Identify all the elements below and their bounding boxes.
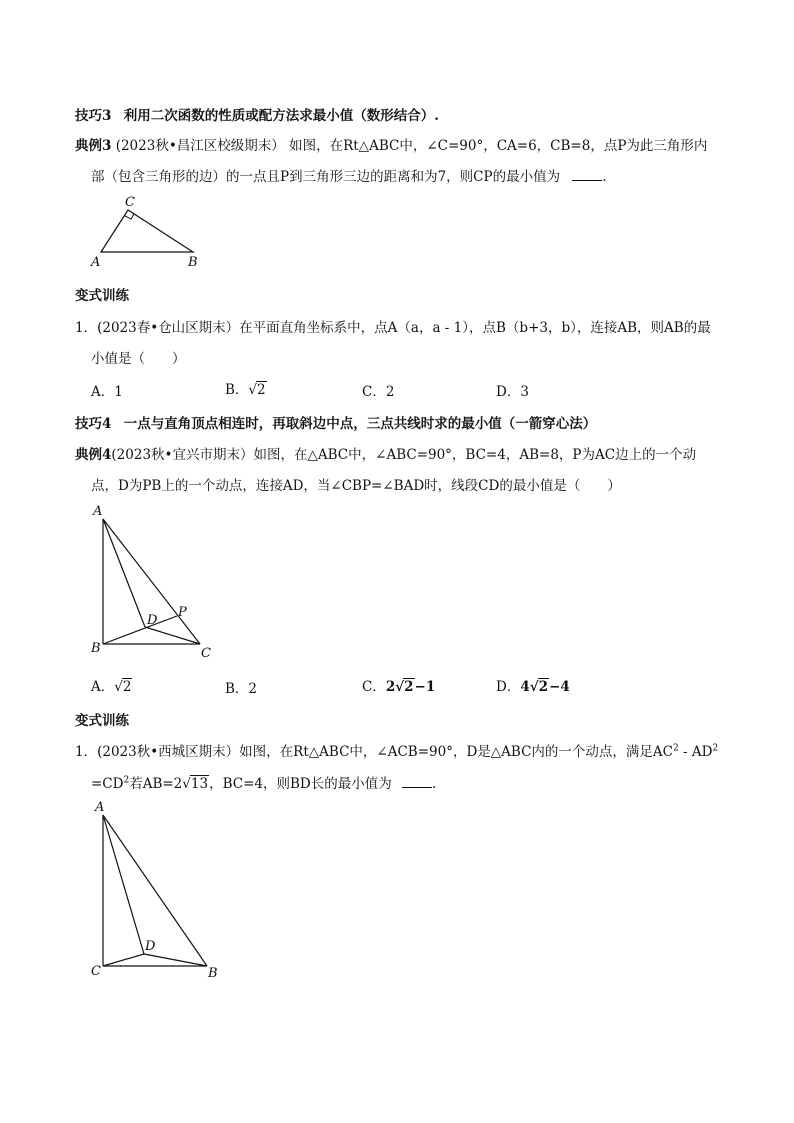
sqrt-symbol: √13	[182, 776, 209, 792]
example4-option-a[interactable]: A．√2	[91, 679, 132, 695]
practice2-title: 变式训练	[75, 713, 129, 729]
practice1-q1-line1: 1．(2023春•仓山区期末）在平面直角坐标系中，点A（a，a - 1），点B（b+3，b），连接AB，则AB的最	[75, 320, 711, 336]
tip4-label: 技巧4	[75, 416, 112, 432]
example4-source: (2023秋•宜兴市期末）	[111, 447, 254, 463]
practice2-q1-line2: $=CD^2$若AB=2√13，BC=4，则BD长的最小值为 .	[91, 775, 437, 792]
example4-line2: 点，D为PB上的一个动点，连接AD，当∠CBP=∠BAD时，线段CD的最小值是（ ）	[91, 478, 621, 494]
example4-option-c[interactable]: C．2√2−1	[362, 679, 436, 695]
example3-line1-text: 如图，在Rt△ABC中，∠C=90°，CA=6，CB=8，点P为此三角形内	[289, 138, 708, 154]
example4-label: 典例4	[75, 447, 112, 463]
label-p: P	[178, 605, 187, 620]
segment-db	[144, 954, 207, 966]
label-d: D	[145, 939, 156, 954]
practice1-q1-line2: 小值是（ ）	[91, 351, 186, 367]
example3-label: 典例3	[75, 138, 112, 154]
practice1-title: 变式训练	[75, 288, 129, 304]
example4-option-b[interactable]: B．2	[225, 681, 258, 697]
sqrt-symbol: √2	[529, 679, 549, 695]
practice1-option-a[interactable]: A．1	[91, 384, 123, 400]
label-d: D	[147, 613, 158, 628]
label-a: A	[93, 504, 103, 519]
label-a: A	[91, 255, 101, 270]
sqrt-symbol: √2	[395, 679, 414, 695]
segment-cd	[103, 954, 144, 966]
example4-option-d[interactable]: D．4√2−4	[496, 679, 570, 695]
label-c: C	[125, 195, 135, 210]
example3-line2-text: 部（包含三角形的边）的一点且P到三角形三边的距离和为7，则CP的最小值为	[91, 169, 561, 185]
label-c: C	[91, 964, 101, 979]
sqrt-symbol: √2	[114, 679, 132, 695]
example3-line2: 部（包含三角形的边）的一点且P到三角形三边的距离和为7，则CP的最小值为 .	[91, 169, 607, 185]
tip3-label: 技巧3	[75, 108, 112, 124]
segment-ad	[103, 815, 144, 954]
label-b: B	[91, 641, 101, 656]
label-b: B	[208, 966, 218, 981]
example3-source: (2023秋•昌江区校级期末）	[115, 138, 285, 154]
label-c: C	[201, 646, 211, 661]
practice1-option-c[interactable]: C．2	[362, 384, 395, 400]
tip4-text: 一点与直角顶点相连时，再取斜边中点，三点共线时求的最小值（一箭穿心法）	[123, 416, 597, 432]
practice2-q1-line1: 1．(2023秋•西城区期末）如图，在Rt△ABC中，∠ACB=90°，D是△ABC内的一个动点，满足$AC^2 - AD^2$	[75, 743, 719, 760]
sqrt-symbol: √2	[248, 382, 266, 398]
example4-line1-text: 如图，在△ABC中，∠ABC=90°，BC=4，AB=8，P为AC边上的一个动	[253, 447, 697, 463]
label-b: B	[188, 255, 198, 270]
tip3-text: 利用二次函数的性质或配方法求最小值（数形结合）.	[123, 108, 439, 124]
practice1-option-b[interactable]: B．√2	[225, 382, 266, 398]
practice1-option-d[interactable]: D．3	[496, 384, 529, 400]
label-a: A	[95, 800, 105, 815]
